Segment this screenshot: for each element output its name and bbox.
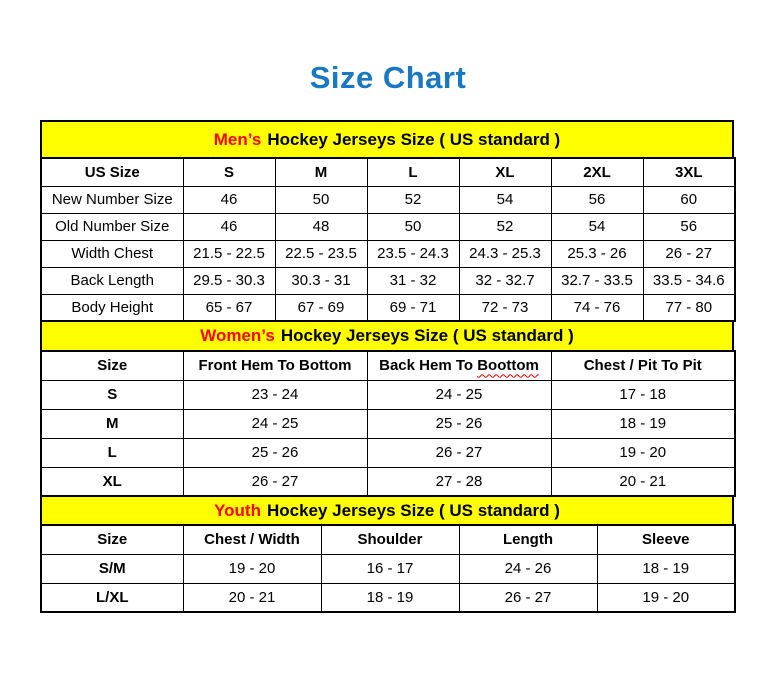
table-row	[41, 467, 735, 496]
womens-cell: 25 - 26	[367, 409, 551, 438]
womens-cell: 19 - 20	[551, 438, 735, 467]
mens-col-header: S	[183, 158, 275, 186]
youth-col-header: Length	[459, 525, 597, 554]
mens-cell: 29.5 - 30.3	[183, 267, 275, 294]
mens-row-label: Width Chest	[41, 240, 183, 267]
youth-cell: 18 - 19	[321, 583, 459, 612]
mens-cell: 60	[643, 186, 735, 213]
mens-cell: 54	[459, 186, 551, 213]
youth-cell: 16 - 17	[321, 554, 459, 583]
mens-col-header: XL	[459, 158, 551, 186]
table-row	[41, 438, 735, 467]
mens-cell: 56	[551, 186, 643, 213]
womens-row-label: XL	[41, 467, 183, 496]
mens-col-header: US Size	[41, 158, 183, 186]
table-row	[41, 186, 735, 213]
womens-cell: 24 - 25	[367, 380, 551, 409]
mens-cell: 26 - 27	[643, 240, 735, 267]
mens-cell: 50	[275, 186, 367, 213]
mens-cell: 21.5 - 22.5	[183, 240, 275, 267]
mens-cell: 31 - 32	[367, 267, 459, 294]
mens-cell: 22.5 - 23.5	[275, 240, 367, 267]
womens-cell: 26 - 27	[183, 467, 367, 496]
mens-row-label: New Number Size	[41, 186, 183, 213]
womens-cell: 24 - 25	[183, 409, 367, 438]
mens-cell: 54	[551, 213, 643, 240]
youth-row-label: S/M	[41, 554, 183, 583]
youth-row-label: L/XL	[41, 583, 183, 612]
mens-row-label: Old Number Size	[41, 213, 183, 240]
youth-col-header: Shoulder	[321, 525, 459, 554]
youth-header-row	[41, 525, 735, 554]
youth-section-title: Hockey Jerseys Size ( US standard )	[266, 500, 560, 520]
youth-cell: 24 - 26	[459, 554, 597, 583]
size-chart	[40, 120, 734, 613]
youth-col-header: Sleeve	[597, 525, 735, 554]
womens-cell: 20 - 21	[551, 467, 735, 496]
womens-cell: 27 - 28	[367, 467, 551, 496]
mens-col-header: 2XL	[551, 158, 643, 186]
womens-size-table	[40, 350, 736, 497]
womens-col-header: Front Hem To Bottom	[183, 351, 367, 380]
womens-cell: 26 - 27	[367, 438, 551, 467]
mens-cell: 72 - 73	[459, 294, 551, 321]
womens-col-header: Size	[41, 351, 183, 380]
table-row	[41, 409, 735, 438]
mens-cell: 32.7 - 33.5	[551, 267, 643, 294]
mens-cell: 77 - 80	[643, 294, 735, 321]
mens-section-header	[40, 120, 734, 159]
table-row	[41, 380, 735, 409]
mens-col-header: 3XL	[643, 158, 735, 186]
youth-col-header: Chest / Width	[183, 525, 321, 554]
womens-cell: 25 - 26	[183, 438, 367, 467]
mens-cell: 69 - 71	[367, 294, 459, 321]
mens-cell: 23.5 - 24.3	[367, 240, 459, 267]
womens-row-label: L	[41, 438, 183, 467]
table-row	[41, 554, 735, 583]
womens-cell: 23 - 24	[183, 380, 367, 409]
womens-section-header	[40, 320, 734, 352]
misspelled-word: Boottom	[477, 357, 539, 375]
womens-cell: 18 - 19	[551, 409, 735, 438]
youth-section-highlight: Youth	[214, 500, 261, 520]
mens-col-header: L	[367, 158, 459, 186]
mens-cell: 52	[367, 186, 459, 213]
mens-cell: 30.3 - 31	[275, 267, 367, 294]
womens-col-header	[367, 351, 551, 380]
mens-section-highlight: Men’s	[213, 129, 262, 149]
mens-cell: 24.3 - 25.3	[459, 240, 551, 267]
womens-section-highlight: Women’s	[200, 326, 275, 345]
youth-cell: 18 - 19	[597, 554, 735, 583]
mens-cell: 67 - 69	[275, 294, 367, 321]
mens-col-header: M	[275, 158, 367, 186]
youth-cell: 19 - 20	[597, 583, 735, 612]
mens-cell: 32 - 32.7	[459, 267, 551, 294]
youth-size-table	[40, 524, 736, 613]
mens-row-label: Back Length	[41, 267, 183, 294]
mens-cell: 33.5 - 34.6	[643, 267, 735, 294]
table-row	[41, 240, 735, 267]
table-row	[41, 213, 735, 240]
womens-cell: 17 - 18	[551, 380, 735, 409]
mens-cell: 52	[459, 213, 551, 240]
youth-section-header	[40, 495, 734, 526]
mens-cell: 50	[367, 213, 459, 240]
mens-cell: 46	[183, 186, 275, 213]
youth-cell: 20 - 21	[183, 583, 321, 612]
youth-cell: 26 - 27	[459, 583, 597, 612]
youth-col-header: Size	[41, 525, 183, 554]
mens-header-row	[41, 158, 735, 186]
mens-cell: 65 - 67	[183, 294, 275, 321]
youth-cell: 19 - 20	[183, 554, 321, 583]
womens-col-header-text: Back Hem To	[379, 357, 478, 375]
mens-section-title: Hockey Jerseys Size ( US standard )	[267, 129, 561, 149]
mens-cell: 74 - 76	[551, 294, 643, 321]
womens-row-label: S	[41, 380, 183, 409]
table-row	[41, 294, 735, 321]
womens-section-title: Hockey Jerseys Size ( US standard )	[280, 326, 574, 345]
womens-row-label: M	[41, 409, 183, 438]
mens-cell: 56	[643, 213, 735, 240]
mens-row-label: Body Height	[41, 294, 183, 321]
mens-cell: 25.3 - 26	[551, 240, 643, 267]
mens-size-table	[40, 157, 736, 322]
page-title: Size Chart	[309, 60, 467, 95]
mens-cell: 46	[183, 213, 275, 240]
table-row	[41, 267, 735, 294]
womens-col-header: Chest / Pit To Pit	[551, 351, 735, 380]
table-row	[41, 583, 735, 612]
womens-header-row	[41, 351, 735, 380]
mens-cell: 48	[275, 213, 367, 240]
